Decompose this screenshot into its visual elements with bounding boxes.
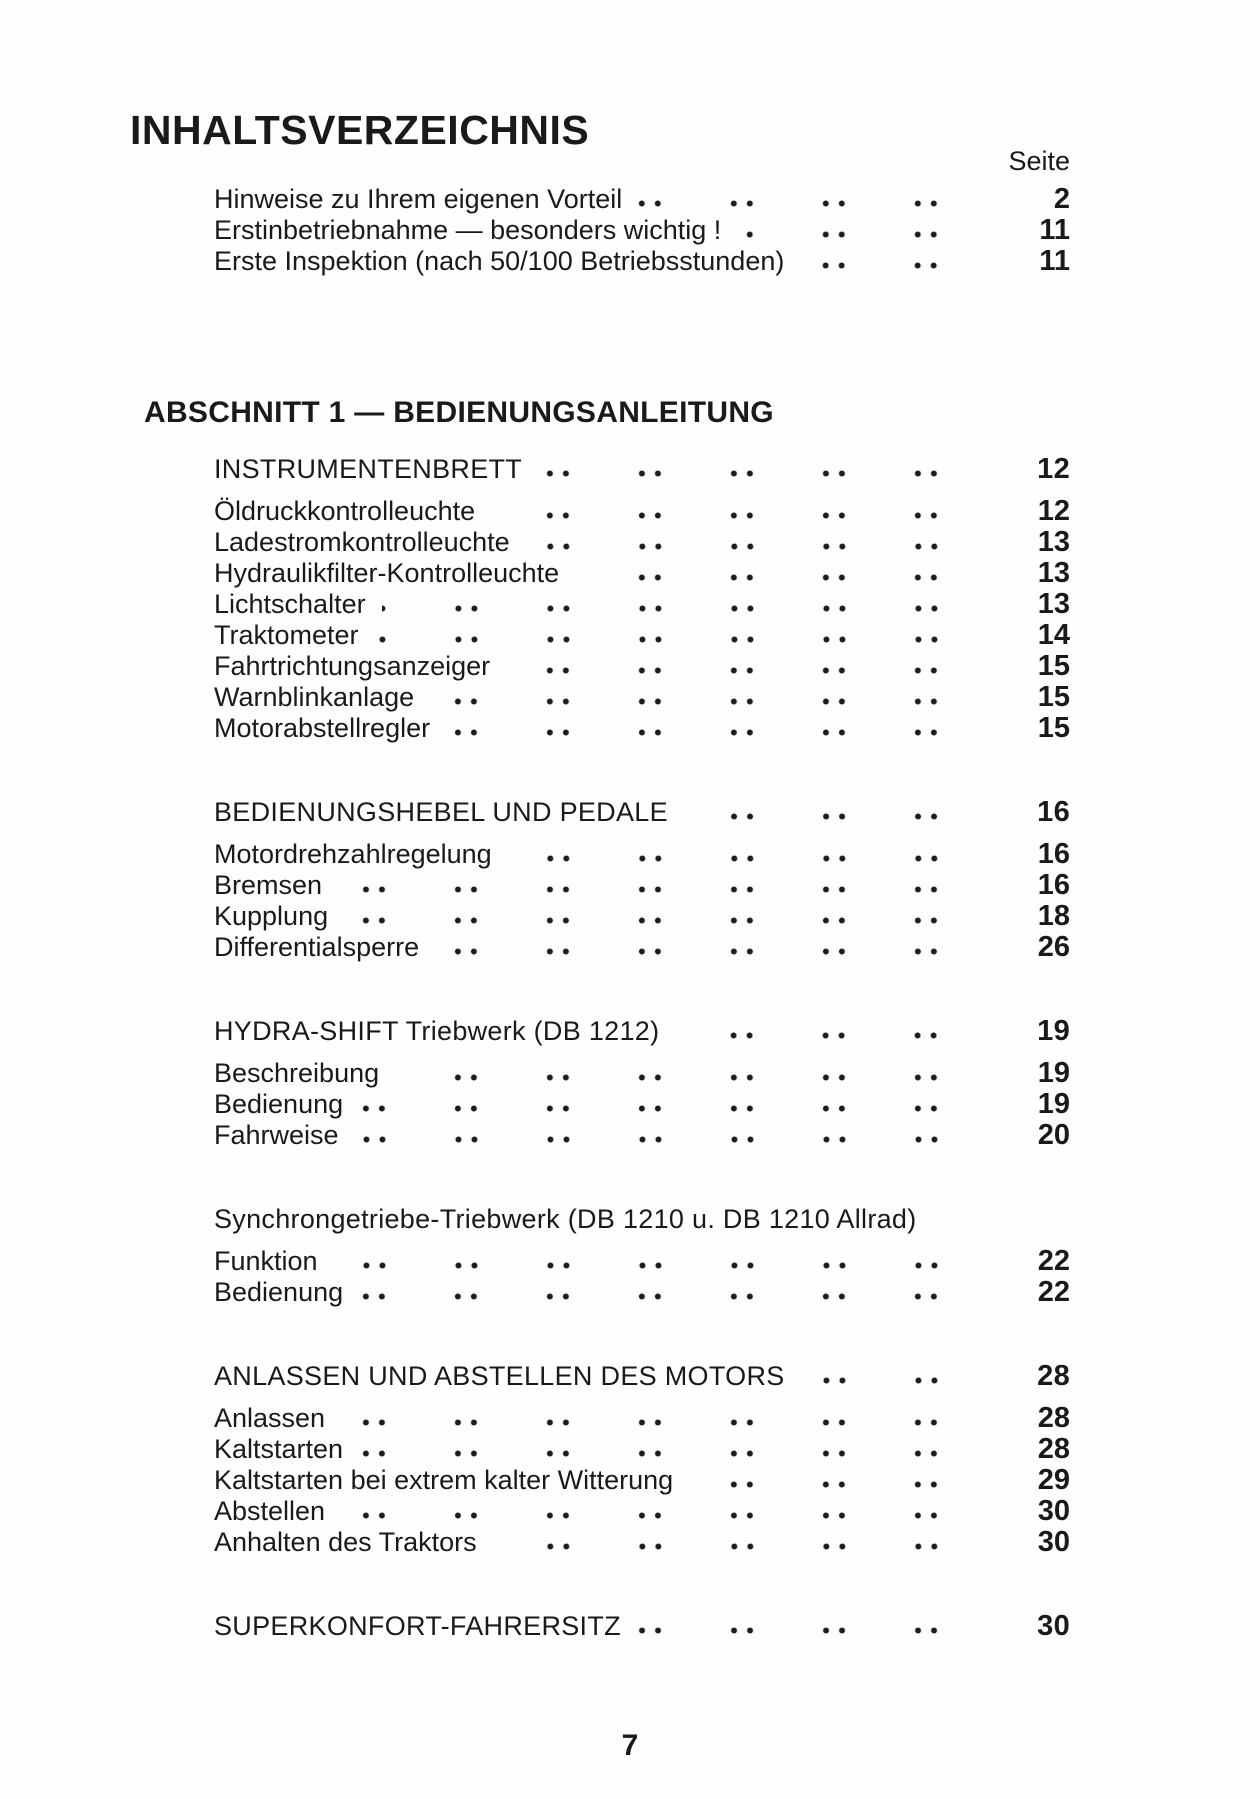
toc-entry-label: Warnblinkanlage xyxy=(214,682,415,712)
toc-entry-page-number: 15 xyxy=(1037,650,1070,682)
dot-leader xyxy=(344,901,984,932)
dot-leader xyxy=(375,620,984,651)
toc-group-heading-row xyxy=(130,453,1070,485)
dot-leader xyxy=(382,589,984,620)
toc-entry-row xyxy=(130,215,1070,246)
toc-entry-page-number: 29 xyxy=(1037,1464,1070,1496)
toc-entry-row xyxy=(130,1527,1070,1558)
dot-leader xyxy=(338,870,984,901)
toc-group xyxy=(130,1203,1070,1308)
toc-entry-label: Motorabstellregler xyxy=(214,713,431,743)
toc-group-heading-label: INSTRUMENTENBRETT xyxy=(214,454,523,484)
toc-group-heading-label: SUPERKONFORT-FAHRERSITZ xyxy=(214,1611,621,1641)
toc-entry-page-number: 12 xyxy=(1037,495,1070,527)
page-number-footer: 7 xyxy=(621,1729,639,1762)
toc-entry-label: Kaltstarten bei extrem kalter Witterung xyxy=(214,1465,674,1495)
toc-entry-row xyxy=(130,1089,1070,1120)
toc-group-heading-label: BEDIENUNGSHEBEL UND PEDALE xyxy=(214,797,668,827)
toc-entry-page-number: 15 xyxy=(1037,712,1070,744)
toc-entry-label: Kaltstarten xyxy=(214,1434,344,1464)
dot-leader xyxy=(435,932,984,963)
dot-leader xyxy=(575,558,984,589)
toc-entry-page-number: 11 xyxy=(1039,214,1070,246)
toc-entry-label: Fahrweise xyxy=(214,1120,339,1150)
dot-leader xyxy=(737,215,984,246)
toc-entry-row xyxy=(130,1434,1070,1465)
dot-leader xyxy=(933,1203,984,1235)
toc-entry-page-number: 16 xyxy=(1037,869,1070,901)
dot-leader xyxy=(801,1360,984,1392)
toc-entry-row xyxy=(130,932,1070,963)
toc-group xyxy=(130,453,1070,744)
toc-entry-label: Erstinbetriebnahme — besonders wichtig ! xyxy=(214,215,722,245)
toc-entry-label: Lichtschalter xyxy=(214,589,366,619)
toc-entry-page-number: 28 xyxy=(1037,1402,1070,1434)
toc-entry-label: Abstellen xyxy=(214,1496,326,1526)
dot-leader xyxy=(359,1089,984,1120)
toc-entry-row xyxy=(130,496,1070,527)
dot-leader xyxy=(493,1527,984,1558)
toc-entry-row xyxy=(130,558,1070,589)
toc-entry-label: Traktometer xyxy=(214,620,359,650)
toc-entry-page-number: 19 xyxy=(1037,1057,1070,1089)
toc-group xyxy=(130,796,1070,963)
toc-group-items xyxy=(130,1058,1070,1151)
dot-leader xyxy=(538,453,984,485)
dot-leader xyxy=(689,1465,984,1496)
toc-entry-page-number: 18 xyxy=(1037,900,1070,932)
dot-leader xyxy=(675,1015,984,1047)
toc-entry-row xyxy=(130,620,1070,651)
toc-entry-page-number: 26 xyxy=(1037,931,1070,963)
toc-entry-row xyxy=(130,1246,1070,1277)
dot-leader xyxy=(491,496,984,527)
toc-entry-row xyxy=(130,839,1070,870)
toc-entry-row xyxy=(130,713,1070,744)
toc-entry-row xyxy=(130,1496,1070,1527)
toc-group-heading-label: HYDRA-SHIFT Triebwerk (DB 1212) xyxy=(214,1016,660,1046)
dot-leader xyxy=(684,796,984,828)
dot-leader xyxy=(341,1403,984,1434)
toc-entry-row xyxy=(130,1277,1070,1308)
dot-leader xyxy=(430,682,984,713)
toc-entry-row xyxy=(130,589,1070,620)
toc-entry-label: Kupplung xyxy=(214,901,329,931)
toc-group-heading-row xyxy=(130,1360,1070,1392)
toc-entry-page-number: 12 xyxy=(1037,453,1070,485)
toc-entry-page-number: 2 xyxy=(1053,183,1070,215)
toc-group-heading-row xyxy=(130,796,1070,828)
toc-entry-label: Motordrehzahlregelung xyxy=(214,839,492,869)
toc-entry-page-number: 20 xyxy=(1037,1119,1070,1151)
toc-entry-page-number: 28 xyxy=(1037,1433,1070,1465)
section-heading: ABSCHNITT 1 — BEDIENUNGSANLEITUNG xyxy=(144,396,774,429)
toc-entry-label: Anlassen xyxy=(214,1403,326,1433)
toc-entry-row xyxy=(130,682,1070,713)
page-title: INHALTSVERZEICHNIS xyxy=(130,107,590,153)
toc-group-items xyxy=(130,839,1070,963)
toc-entry-row xyxy=(130,1120,1070,1151)
dot-leader xyxy=(359,1434,984,1465)
toc-entry-label: Bedienung xyxy=(214,1089,344,1119)
toc-entry-label: Fahrtrichtungsanzeiger xyxy=(214,651,491,681)
toc-entry-row xyxy=(130,1403,1070,1434)
toc-group xyxy=(130,1360,1070,1558)
toc-group-heading-label: ANLASSEN UND ABSTELLEN DES MOTORS xyxy=(214,1361,785,1391)
dot-leader xyxy=(395,1058,984,1089)
dot-leader xyxy=(526,527,984,558)
dot-leader xyxy=(638,184,984,215)
dot-leader xyxy=(446,713,984,744)
toc-group-items xyxy=(130,1246,1070,1308)
toc-entry-page-number: 16 xyxy=(1037,838,1070,870)
toc-entry-page-number: 19 xyxy=(1037,1015,1070,1047)
page-column-header: Seite xyxy=(1008,146,1070,176)
toc-group-heading-row xyxy=(130,1203,1070,1235)
toc-entry-label: Hydraulikfilter-Kontrolleuchte xyxy=(214,558,560,588)
toc-entry-label: Anhalten des Traktors xyxy=(214,1527,477,1557)
dot-leader xyxy=(800,246,984,277)
toc-entry-label: Differentialsperre xyxy=(214,932,420,962)
toc-entry-label: Bedienung xyxy=(214,1277,344,1307)
toc-entry-label: Ladestromkontrolleuchte xyxy=(214,527,510,557)
toc-entry-page-number: 22 xyxy=(1037,1276,1070,1308)
toc-entry-page-number: 30 xyxy=(1037,1526,1070,1558)
toc-entry-page-number: 11 xyxy=(1039,245,1070,277)
toc-entry-label: Hinweise zu Ihrem eigenen Vorteil xyxy=(214,184,623,214)
dot-leader xyxy=(334,1246,984,1277)
dot-leader xyxy=(508,839,984,870)
toc-group xyxy=(130,1610,1070,1642)
dot-leader xyxy=(637,1610,984,1642)
toc-entry-row xyxy=(130,184,1070,215)
toc-entry-page-number: 14 xyxy=(1037,619,1070,651)
toc-entry-page-number: 30 xyxy=(1037,1610,1070,1642)
toc-entry-page-number: 19 xyxy=(1037,1088,1070,1120)
toc-entry-row xyxy=(130,527,1070,558)
toc-entry-page-number: 13 xyxy=(1037,526,1070,558)
toc-entry-row xyxy=(130,870,1070,901)
toc-entry-page-number: 28 xyxy=(1037,1360,1070,1392)
toc-entry-label: Erste Inspektion (nach 50/100 Betriebsstunden) xyxy=(214,246,785,276)
dot-leader xyxy=(359,1277,984,1308)
toc-group-heading-label: Synchrongetriebe-Triebwerk (DB 1210 u. DB 1210 Allrad) xyxy=(214,1204,917,1234)
toc-entry-label: Bremsen xyxy=(214,870,323,900)
toc-entry-page-number: 13 xyxy=(1037,557,1070,589)
toc-entry-label: Funktion xyxy=(214,1246,318,1276)
section-groups xyxy=(130,453,1070,1642)
toc-entry-page-number: 22 xyxy=(1037,1245,1070,1277)
toc-entry-label: Öldruckkontrolleuchte xyxy=(214,496,476,526)
toc-group xyxy=(130,1015,1070,1151)
toc-group-items xyxy=(130,496,1070,744)
intro-entries xyxy=(130,184,1070,277)
toc-entry-page-number: 13 xyxy=(1037,588,1070,620)
toc-entry-row xyxy=(130,1058,1070,1089)
dot-leader xyxy=(341,1496,984,1527)
toc-group-heading-row xyxy=(130,1015,1070,1047)
dot-leader xyxy=(506,651,984,682)
toc-entry-page-number: 30 xyxy=(1037,1495,1070,1527)
toc-entry-row xyxy=(130,1465,1070,1496)
table-of-contents xyxy=(130,108,1070,1642)
toc-entry-page-number: 16 xyxy=(1037,796,1070,828)
toc-group-heading-row xyxy=(130,1610,1070,1642)
dot-leader xyxy=(355,1120,984,1151)
toc-group-items xyxy=(130,1403,1070,1558)
toc-entry-label: Beschreibung xyxy=(214,1058,380,1088)
toc-entry-row xyxy=(130,246,1070,277)
toc-entry-row xyxy=(130,651,1070,682)
toc-entry-page-number: 15 xyxy=(1037,681,1070,713)
toc-entry-row xyxy=(130,901,1070,932)
